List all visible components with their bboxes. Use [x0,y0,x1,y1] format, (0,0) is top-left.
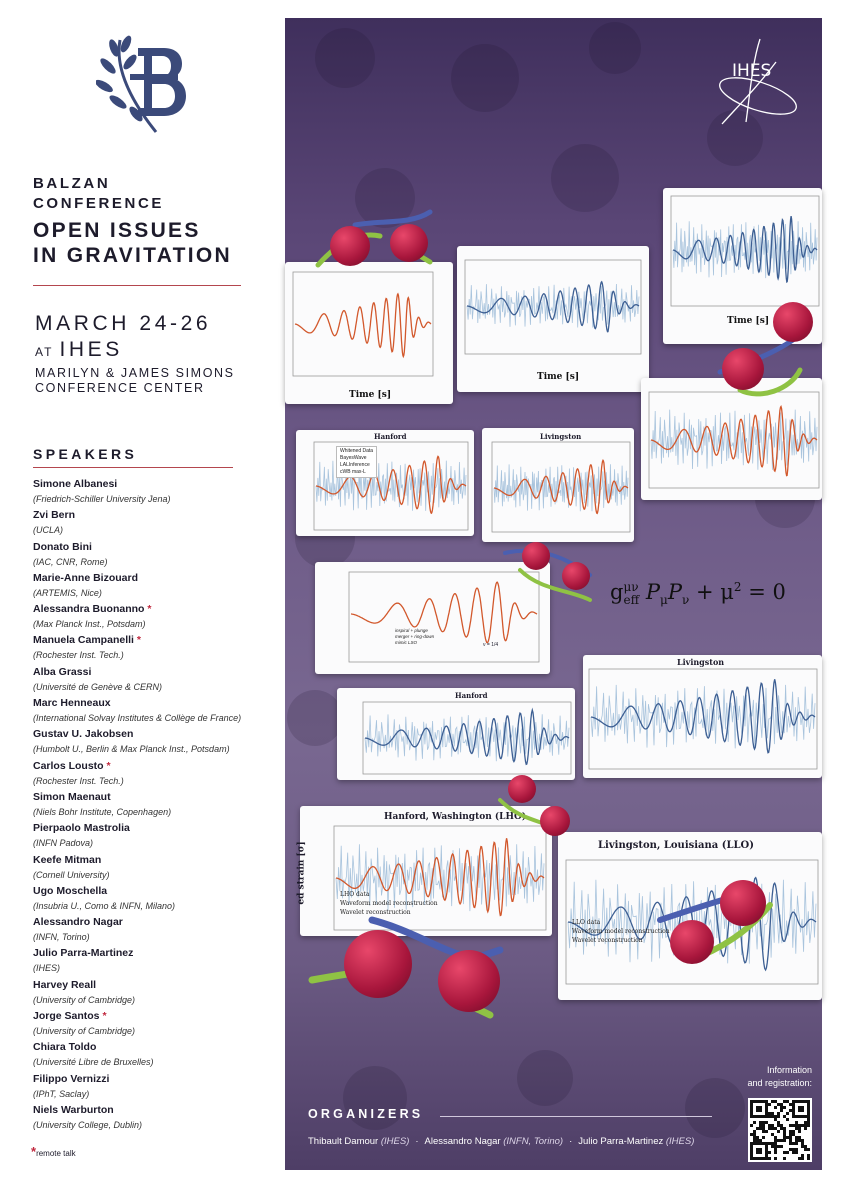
speaker-name-text: Filippo Vernizzi [33,1072,110,1085]
black-hole-1 [330,226,370,266]
black-hole-7 [508,775,536,803]
legend-llo-data: LLO data [572,919,601,926]
registration-info [720,1064,812,1090]
speaker-affiliation: (Cornell University) [33,869,110,880]
title-balzan: BALZAN [33,175,111,192]
speaker-entry [33,915,278,946]
speaker-name [33,853,278,868]
strain-plot-b [457,246,649,392]
speaker-affiliation: (Friedrich-Schiller University Jena) [33,494,171,504]
speaker-entry [33,727,278,758]
speaker-name [33,1040,278,1055]
speaker-name [33,665,278,680]
organizer-affiliation: (IHES) [380,1136,410,1147]
livingston-waveform-small [494,460,628,513]
speaker-entry [33,1072,278,1103]
speaker-name-text: Marie-Anne Bizouard [33,571,139,584]
speaker-name [33,727,278,742]
time-axis-label-c: Time [s] [727,316,770,326]
speaker-entry [33,540,278,571]
strain-waveform-d [651,407,817,476]
balzan-logo-icon [96,32,192,136]
organizers-divider [440,1116,712,1117]
organizer-separator: · [415,1136,419,1147]
model-waveform [351,582,537,643]
speaker-name-text: Zvi Bern [33,509,76,522]
model-legend [395,628,434,646]
black-hole-9 [344,930,412,998]
remote-star-icon: * [147,603,152,616]
speaker-name-text: Alba Grassi [33,665,92,678]
ihes-logo-text: IHES [732,61,772,81]
speaker-name-text: Alessandro Nagar [33,916,123,929]
speaker-affiliation: (Humbolt U., Berlin & Max Planck Inst., Potsdam) [33,744,230,755]
speaker-affiliation: (Rochester Inst. Tech.) [33,775,124,786]
black-hole-6 [562,562,590,590]
speaker-name-text: Manuela Campanelli [33,634,134,647]
event-place-name: IHES [59,338,123,361]
speaker-name-text: Gustav U. Jakobsen [33,728,134,741]
speaker-affiliation: (Université Libre de Bruxelles) [33,1057,154,1068]
speaker-name [33,884,278,899]
speaker-affiliation: (IHES) [33,963,60,974]
speaker-entry [33,508,278,539]
speaker-name [33,696,278,711]
legend-mimic: mimic LSO [395,640,418,645]
strain-plot-a [285,262,453,404]
speaker-name [33,946,278,961]
speaker-entry [33,1103,278,1134]
speakers-heading: SPEAKERS [33,446,138,462]
strain-waveform-b [467,282,639,332]
title-in-gravitation: IN GRAVITATION [33,244,233,267]
speaker-affiliation: (University College, Dublin) [33,1119,143,1130]
speaker-name-text: Harvey Reall [33,978,97,991]
black-hole-4 [722,348,764,390]
speaker-name [33,1009,278,1024]
time-axis-label-a: Time [s] [349,390,392,400]
speaker-affiliation: (Insubria U., Como & INFN, Milano) [33,900,176,911]
speaker-name [33,915,278,930]
speaker-name-text: Simone Albanesi [33,478,118,490]
speaker-name [33,633,278,648]
speaker-affiliation: (INFN, Torino) [33,932,90,943]
speaker-entry [33,696,278,727]
black-hole-10 [438,950,500,1012]
speaker-entry [33,633,278,664]
livingston-title: Livingston [677,657,725,667]
time-axis-label-b: Time [s] [537,372,580,382]
speaker-affiliation: (IAC, CNR, Rome) [33,556,108,567]
hanford-plot [296,430,474,536]
organizer-name: Julio Parra-Martinez [578,1136,664,1147]
llo-title: Livingston, Louisiana (LLO) [598,840,755,851]
speaker-entry [33,1040,278,1071]
remote-star-icon: * [136,634,141,647]
speaker-name-text: Alessandra Buonanno [33,603,145,616]
event-date: MARCH 24-26 [35,312,212,335]
speaker-name [33,978,278,993]
speaker-entry [33,477,278,508]
hanford-title: Hanford [374,432,407,441]
signal-trace [351,582,537,643]
speaker-affiliation: (Université de Genève & CERN) [33,681,163,692]
info-line-2: and registration: [747,1078,812,1088]
speaker-name [33,759,278,774]
livingston-plot [583,655,822,778]
llo-legend [572,918,670,945]
speaker-name-text: Keefe Mitman [33,853,102,866]
legend-llo-wavelet: Wavelet reconstruction [572,937,643,944]
speaker-name-text: Julio Parra-Martinez [33,947,134,960]
lho-legend [340,890,438,917]
speaker-affiliation: (International Solvay Institutes & Collège de France) [33,713,242,724]
organizer-affiliation: (IHES) [665,1136,695,1147]
speaker-name-text: Donato Bini [33,540,92,553]
livingston-waveform [591,679,815,753]
speaker-entry [33,978,278,1009]
speaker-name-text: Carlos Lousto [33,759,104,772]
legend-llo-model: Waveform model reconstruction [572,928,670,935]
hanford-waveform-2 [365,710,569,764]
speaker-name-text: Chiara Toldo [33,1041,97,1054]
strain-waveform-c [673,216,817,282]
speaker-name [33,477,278,492]
speaker-entry [33,1009,278,1040]
hanford-legend [336,446,377,478]
strain-axis-label: ed strain [σ] [296,841,307,905]
speaker-affiliation: (Rochester Inst. Tech.) [33,650,124,661]
speaker-name [33,790,278,805]
organizer-separator: · [569,1136,573,1147]
lho-plot [296,806,552,936]
registration-qr-code[interactable] [748,1098,812,1162]
speaker-affiliation: (Niels Bohr Institute, Copenhagen) [33,806,172,817]
left-column [0,0,285,1190]
speaker-name [33,571,278,586]
organizer-name: Thibault Damour [308,1136,379,1147]
organizer-affiliation: (INFN, Torino) [503,1136,564,1147]
signal-trace [365,710,569,764]
livingston-plot-small [482,428,634,542]
organizer-name: Alessandro Nagar [424,1136,501,1147]
strain-waveform-a [295,294,431,357]
signal-trace [591,679,815,753]
speaker-name-text: Pierpaolo Mastrolia [33,822,130,835]
legend-lho-model: Waveform model reconstruction [340,900,438,907]
speaker-entry [33,790,278,821]
speaker-affiliation: (ARTEMIS, Nice) [33,587,102,598]
organizers-heading: ORGANIZERS [308,1107,424,1121]
venue-line-2: CONFERENCE CENTER [35,381,205,395]
dispersion-equation: $g^{\mu\nu}_{eff}$ $P_\mu P_\nu + \mu^2 = 0$ [610,580,786,608]
hanford-plot-2 [337,688,575,780]
speaker-name [33,1103,278,1118]
legend-bayeswave: BayesWave [340,455,367,461]
speakers-divider [33,467,233,468]
title-open-issues: OPEN ISSUES [33,219,201,242]
black-hole-11 [720,880,766,926]
black-hole-8 [540,806,570,836]
speaker-entry [33,571,278,602]
speaker-affiliation: (UCLA) [33,525,64,536]
waveform-model-plot [315,562,550,674]
speaker-entry [33,821,278,852]
llo-plot [558,832,822,1000]
title-divider [33,285,241,286]
remote-star-icon: * [106,759,111,772]
speaker-entry [33,946,278,977]
speaker-entry [33,665,278,696]
speaker-affiliation: (University of Cambridge) [33,994,136,1005]
speaker-name-text: Marc Henneaux [33,697,111,710]
speaker-entry [33,602,278,633]
noise-trace [494,464,628,511]
nu-label: ν = 1/4 [483,642,499,648]
event-place [35,338,123,362]
speaker-name [33,508,278,523]
black-hole-5 [522,542,550,570]
black-hole-2 [390,224,428,262]
speaker-name [33,602,278,617]
speaker-entry [33,759,278,790]
legend-whitened: Whitened Data [340,448,374,454]
noise-trace [651,410,817,470]
speaker-name-text: Jorge Santos [33,1010,100,1023]
lho-title: Hanford, Washington (LHO) [384,812,527,822]
remote-note [31,1144,76,1159]
speaker-name [33,821,278,836]
speaker-name [33,1072,278,1087]
title-conference: CONFERENCE [33,195,165,212]
signal-trace [295,294,431,357]
venue-line-1: MARILYN & JAMES SIMONS [35,366,235,380]
legend-lho-wavelet: Wavelet reconstruction [340,909,411,916]
remote-note-text: remote talk [36,1149,76,1158]
speaker-name-text: Niels Warburton [33,1103,114,1116]
legend-inspiral: inspiral + plunge [395,628,428,633]
remote-star-icon: * [102,1010,107,1023]
speaker-name-text: Simon Maenaut [33,790,111,803]
remote-star-icon: * [31,1144,37,1159]
organizers-list [308,1136,694,1147]
legend-merger: merger + ring-down [395,634,435,639]
info-line-1: Information [766,1065,812,1075]
livingston-title-small: Livingston [540,432,582,441]
black-hole-12 [670,920,714,964]
speaker-affiliation: (Max Planck Inst., Potsdam) [33,619,146,630]
speaker-entry [33,884,278,915]
speaker-affiliation: (University of Cambridge) [33,1026,136,1037]
black-hole-3 [773,302,813,342]
speaker-affiliation: (IPhT, Saclay) [33,1088,90,1099]
speaker-name [33,540,278,555]
speakers-list [33,477,278,1134]
legend-cwb: cWB max-L [340,469,366,475]
event-at: AT [35,345,54,359]
speaker-name-text: Ugo Moschella [33,884,108,897]
strain-plot-d [641,378,822,500]
speaker-entry [33,853,278,884]
legend-lalinference: LALInference [340,462,370,468]
speaker-affiliation: (INFN Padova) [33,838,94,849]
hanford-title-2: Hanford [455,691,488,700]
legend-lho-data: LHO data [340,891,370,898]
ihes-logo-icon [710,34,810,129]
